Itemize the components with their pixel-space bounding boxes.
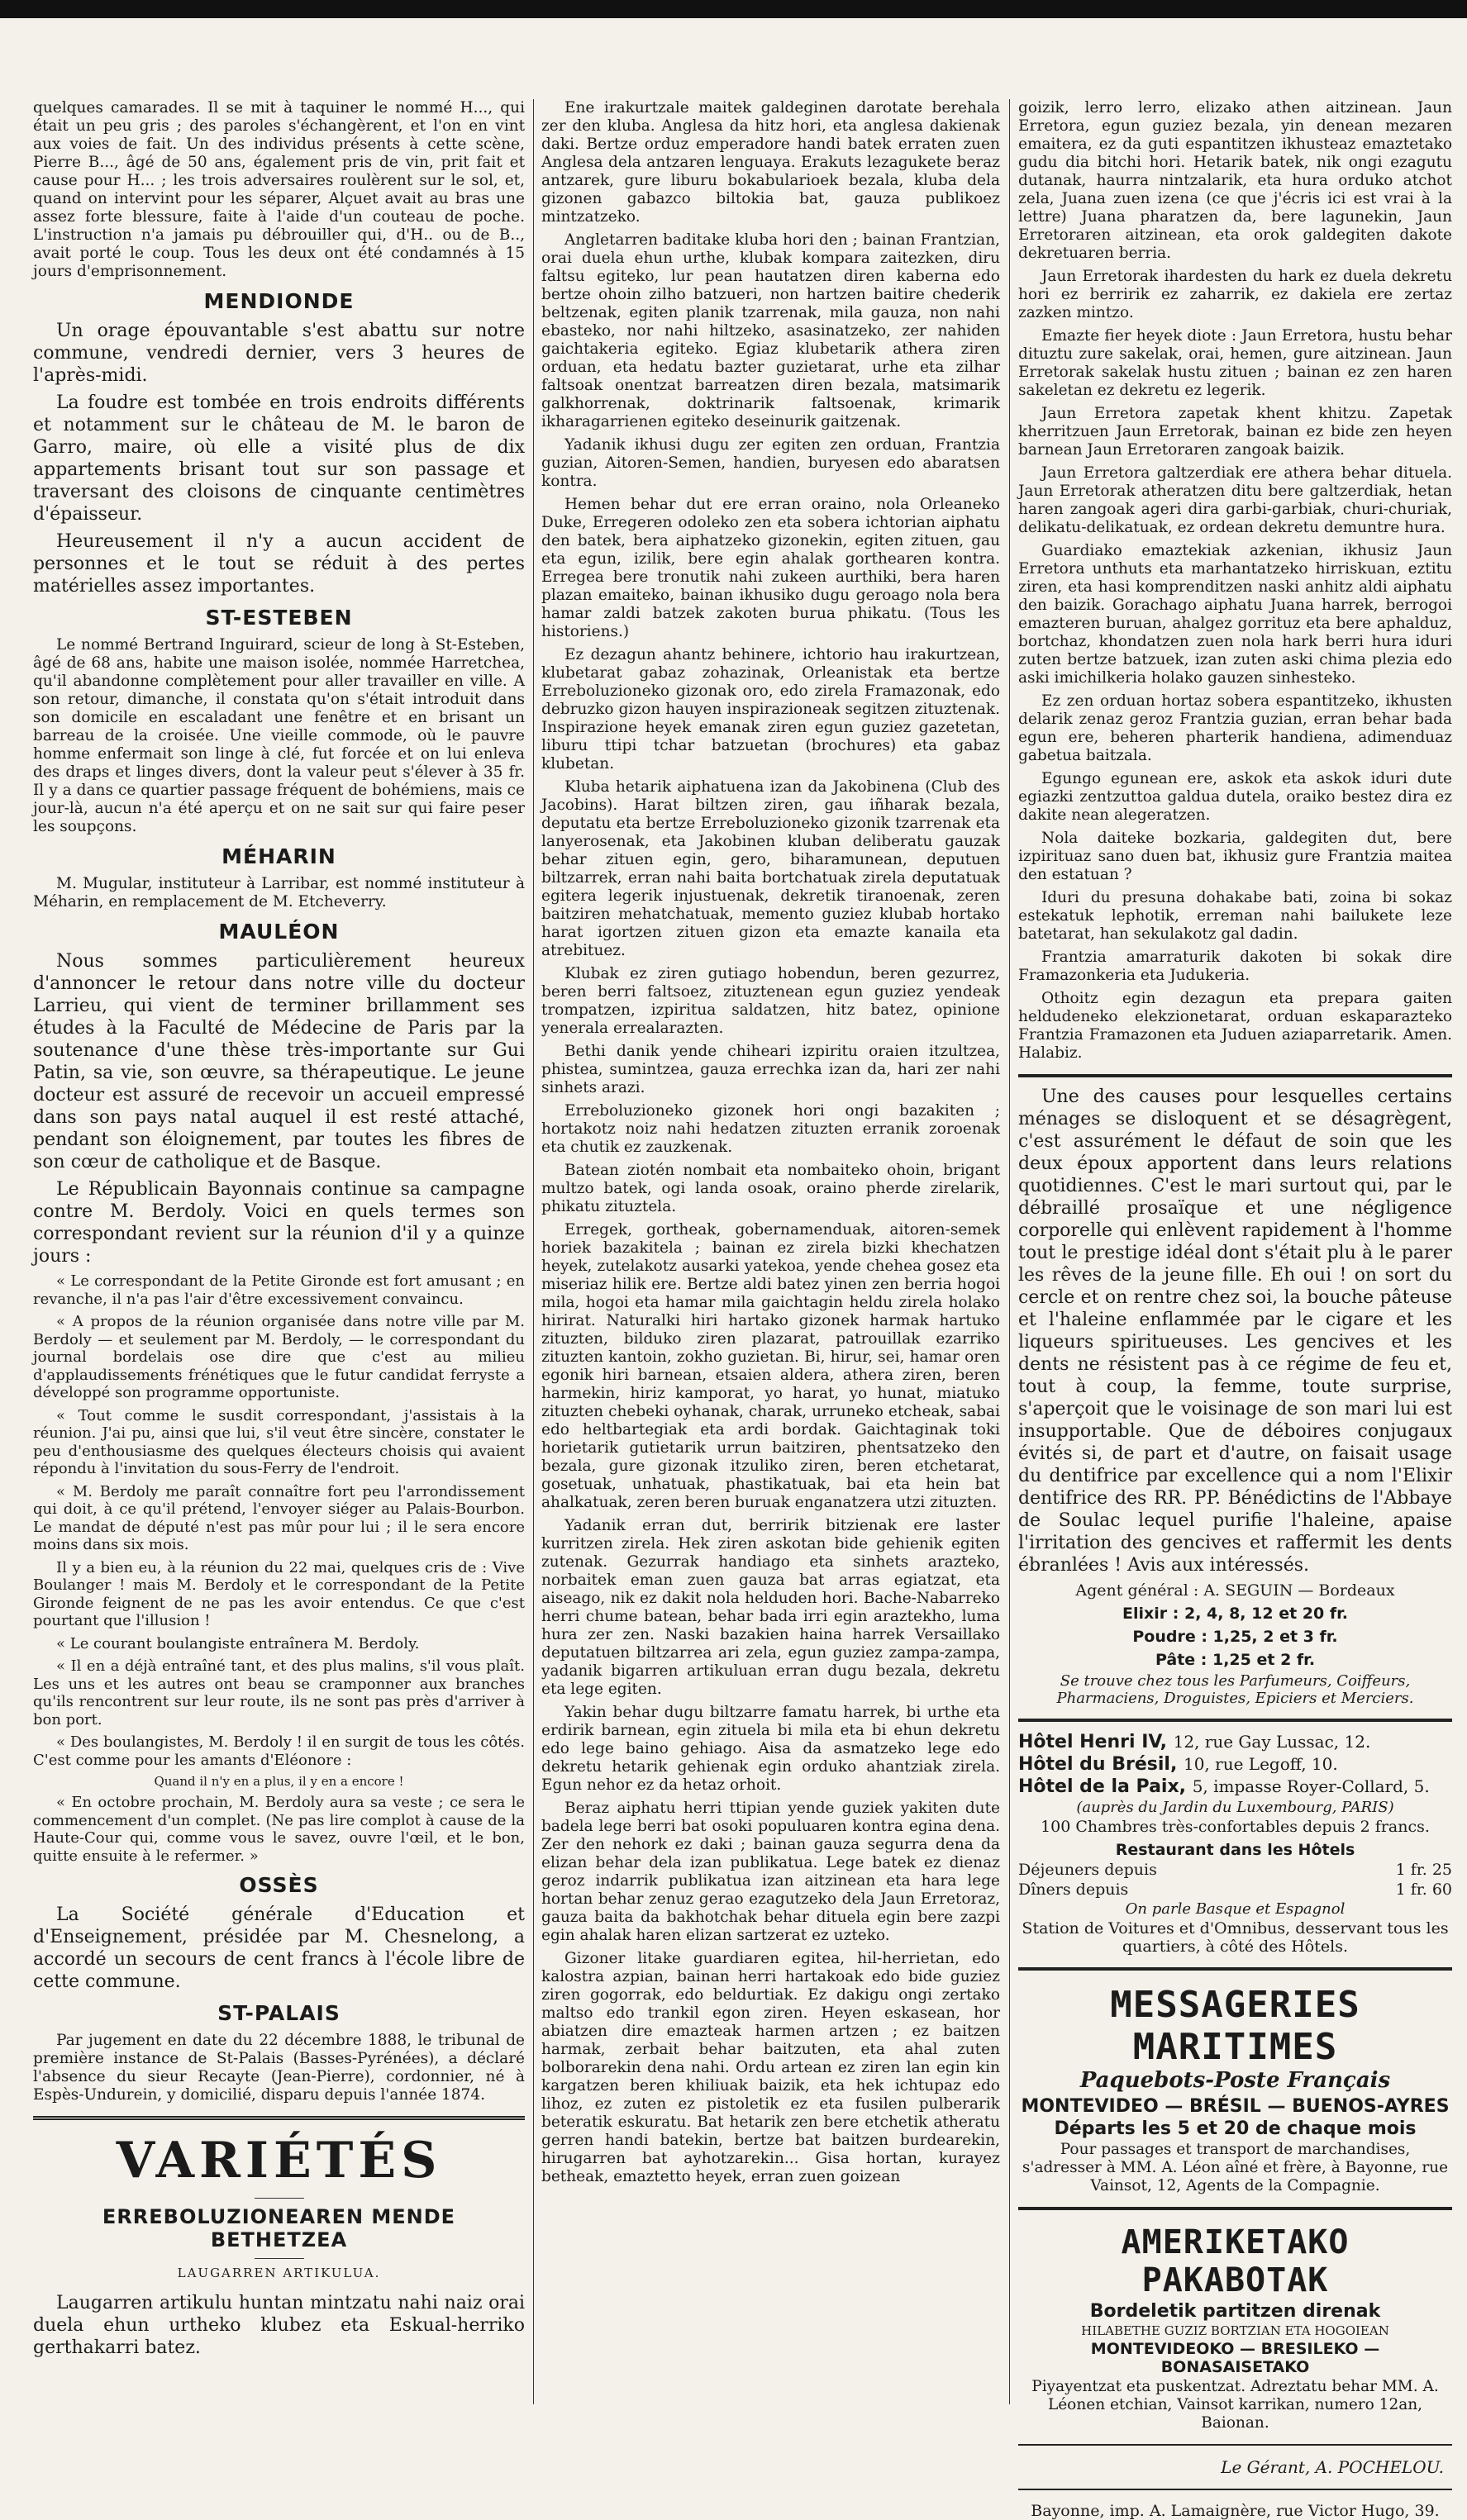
col2-p4: Hemen behar dut ere erran oraino, nola Orleaneko Duke, Erregeren odoleko zen eta sobera ichtorian aiphatu den batek, bera aiphatzeko gizonekin, egiten zituen, gau eta egun, izilik, bere egin ahalak gorthearen kontra. Erregea bere tronutik nahi zukeen aurthiki, bera haren plazan emaiteko, bainan ikhusiko dugu geroago nola bera hamar zaldi batzek zakoten burua phikatu. (Tous les historiens.) bbox=[541, 496, 1000, 640]
short-rule-2 bbox=[255, 2258, 304, 2259]
pakabotak-title: AMERIKETAKO PAKABOTAK bbox=[1121, 2223, 1350, 2299]
col3-p12: Othoitz egin dezagun eta prepara gaiten heldudeneko elekzionetarat, orduan eskaparazteko Frantzia Framazonen eta Juduen aziaparretarik. Amen. Halabiz. bbox=[1018, 990, 1452, 1062]
col2-p6: Kluba hetarik aiphatuena izan da Jakobinena (Club des Jacobins). Harat biltzen ziren, gau iñharak bezala, deputatu eta bertze Erreboluzioneko gizonik tzarrenak eta lanyerosenak, eta Jakobinen kluban deliberatu gauzak behar zituen egin, gero, biharamunean, deputuen biltzarrek, erran nahi baita bortchatuak zirela deputatuak egitera legerik injustuenak, dekretik tiranoenak, zeren baitziren mehatchatuak, memento guziez klubab hortako harat igortzen zituen gizon eta emazte kanaila eta atrebituez. bbox=[541, 778, 1000, 959]
elixir-ad-text: Une des causes pour lesquelles certains ménages se disloquent et se désagrègent, c'est assurément le défaut de soin que les deux époux apportent dans leurs relations quotidiennes. C'est le mari surtout qui, par le débraillé prosaïque et une négligence corporelle qui enlèvent rapidement à l'homme tout le prestige idéal dont s'était plu à le parer les rêves de la jeune fille. Eh oui ! on sort du cercle et on rentre chez soi, la bouche pâteuse et l'haleine enflammée par le cigare et les liqueurs spiritueuses. Les gencives et les dents ne résistent pas à ce régime de feu et, tout à coup, la femme, toute surprise, s'aperçoit que le voisinage de son mari lui est insupportable. Que de déboires conjugaux évités si, de part et d'autre, on faisait usage du dentifrice par excellence qui a nom l'Elixir dentifrice des RR. PP. Bénédictins de l'Abbaye de Soulac lequel purifie l'haleine, apaise l'irritation des gencives et raffermit les dents ébranlées ! Avis aux intéressés. bbox=[1018, 1086, 1452, 1576]
column-rule-2 bbox=[1009, 99, 1010, 2404]
section-title-mauleon: MAULÉON bbox=[218, 920, 340, 944]
hotel-rooms: 100 Chambres très-confortables depuis 2 francs. bbox=[1041, 1818, 1430, 1836]
section-title-st-esteben: ST-ESTEBEN bbox=[205, 606, 353, 630]
dejeuners-row: Déjeuners depuis 1 fr. 25 bbox=[1018, 1861, 1452, 1879]
col3-p8: Egungo egunean ere, askok eta askok iduri dute egiazki zentzuttoa galdua dutela, oraiko bestez dira ez dakite nean alegeratzen. bbox=[1018, 770, 1452, 824]
quote-4: « M. Berdoly me paraît connaître fort peu l'arrondissement qui doit, à ce qu'il prétend, l'envoyer siéger au Palais-Bourbon. Le mandat de député n'est pas mûr pour lui ; il le sera encore moins dans six mois. bbox=[33, 1482, 525, 1553]
pate-prices: Pâte : 1,25 et 2 fr. bbox=[1155, 1651, 1316, 1669]
gerant-line: Le Gérant, A. POCHELOU. bbox=[1221, 2457, 1444, 2477]
quote-6: « Le courant boulangiste entraînera M. Berdoly. bbox=[56, 1634, 420, 1652]
column-1 bbox=[33, 99, 525, 2413]
mendionde-p2: La foudre est tombée en trois endroits différents et notamment sur le château de M. le baron de Garro, maire, où elle a visité plus de dix appartements brisant tout sur son passage et traversant des cloisons de cinquante centimètres d'épaisseur. bbox=[33, 392, 525, 525]
mauleon-p2: Le Républicain Bayonnais continue sa campagne contre M. Berdoly. Voici en quels termes son correspondant revient sur la réunion d'il y a quinze jours : bbox=[33, 1179, 525, 1267]
col2-p2: Angletarren baditake kluba hori den ; bainan Frantzian, orai duela ehun urthe, klubak kompara zaitezken, diru faltsu egiteko, lur pean hautatzen diren kaberna edo bertze ohoin zilho batzueri, non hartzen baitire chederik beltzenak, egiten planik tzarrenak, mila gauza, non nahi ebasteko, nor nahi hiltzeko, asasinatzeko, zer nahiden gaichtakeria egiteko. Egiaz klubetarik athera ziren orduan, eta hedatu bazter guzietarat, urhe eta zilhar faltsoak onentzat barreatzen diren bezala, matsimarik galkhorrenak, doktrinarik faltsoenak, krimarik ikharagarrienen egiteko deseinurik gaitzenak. bbox=[541, 231, 1000, 430]
mendionde-p3: Heureusement il n'y a aucun accident de personnes et le tout se réduit à des pertes matérielles assez importantes. bbox=[33, 531, 525, 597]
footer-rule bbox=[1018, 2444, 1452, 2446]
section-title-osses: OSSÈS bbox=[239, 1873, 319, 1897]
advert-messageries bbox=[1018, 1967, 1452, 2195]
col2-p10: Batean ziotén nombait eta nombaiteko ohoin, brigant multzo batek, ogi landa osoak, oraino pherde zirelarik, phikatu zituztela. bbox=[541, 1162, 1000, 1215]
page-top-bar bbox=[0, 0, 1467, 18]
col2-p11: Erregek, gortheak, gobernamenduak, aitoren-semek horiek bazakitela ; bainan ez zirela bizki khechatzen heyek, zutelakotz ausarki yatekoa, yende chehea gosez eta miseriaz hilik ere. Bertze aldi batez yinen zen berria hogoi mila, hogoi eta hamar mila gaichtagin heldu zirela holako hirirat. Naturalki hiri hartako gizonek harmak hartuko zituzten, bilduko ziren plazarat, patrouillak ezarriko zituzten kantoin, zokho guzietan. Bi, hirur, sei, hamar oren egonik hiri barnean, etsaien aldera, athera ziren, beren harmekin, hiriz kamporat, yo harat, yo hunat, miatuko zituzten chebeki oyhanak, charak, urruneko etcheak, sabai edo heltbartegiak eta ardi bordak. Gaichtaginak toki horietarik gutietarik urrun baitziren, phentsatzeko den bezala, gure gizonak itzuliko ziren, beren etchetarat, gosetuak, unhatuak, phastikatuak, bai eta hein bat ahalkatuak, zeren beren buruak enganatzera utzi zituzten. bbox=[541, 1221, 1000, 1511]
col2-p14: Beraz aiphatu herri ttipian yende guziek yakiten dute badela lege berri bat osoki populuaren kontra egina dena. Zer den nehork ez daki ; bainan gauza segurra dena da elizan behar dela izan publikatua. Lege batek ez dienaz geroz indarrik publikatua izan aitzinean eta hara lege hortan behar zenuz gerao ezagutzeko dela Jaun Erretoraz, gauza baita da bakhotchak behar dituela egin bere zazpi egin ahalak haren elizan sartzerat ez uzteko. bbox=[541, 1800, 1000, 1944]
section-divider bbox=[33, 2116, 525, 2120]
footer-rule-2 bbox=[1018, 2489, 1452, 2490]
pakabotak-text: Piyayentzat eta puskentzat. Adreztatu behar MM. A. Léonen etchian, Vainsot karrikan, numero 12an, Baionan. bbox=[1031, 2378, 1439, 2432]
meharin-p1: M. Mugular, instituteur à Larribar, est nommé instituteur à Méharin, en remplacement de M. Etcheverry. bbox=[33, 875, 525, 911]
varietes-article-label: LAUGARREN ARTIKULUA. bbox=[177, 2266, 381, 2280]
hotel-de-la-paix: Hôtel de la Paix, 5, impasse Royer-Collard, 5. bbox=[1018, 1776, 1430, 1797]
intro-paragraph: quelques camarades. Il se mit à taquiner le nommé H..., qui était un peu gris ; des paroles s'échangèrent, et l'on en vint aux voies de fait. Un des individus présents à cette scène, Pierre B..., âgé de 50 ans, également pris de vin, prit fait et cause pour H... ; les trois adversaires roulèrent sur le sol, et, quand on intervint pour les séparer, Alçuet avait au bras une assez forte blessure, faite à l'aide d'un couteau de poche. L'instruction n'a jamais pu débrouiller qui, d'H.. ou de B.., avait porté le coup. Tous les deux ont été condamnés à 15 jours d'emprisonnement. bbox=[33, 99, 525, 280]
col2-p1: Ene irakurtzale maitek galdeginen darotate berehala zer den kluba. Anglesa da hitz hori, eta anglesa dakienak daki. Bertze orduz emperadore handi batek erraten zuen Anglesa dela antzaren lenguaya. Erakuts lezagukete beraz antzarek, gure liburu bokabularioek bezala, kluba dela gizonen gabazco biltokia bat, gauza publikoez mintzatzeko. bbox=[541, 99, 1000, 226]
mauleon-p1: Nous sommes particulièrement heureux d'annoncer le retour dans notre ville du docteur Larrieu, qui vient de terminer brillamment ses études à la Faculté de Médecine de Paris par la soutenance d'une thèse très-importante sur Gui Patin, sa vie, son œuvre, sa thérapeutique. Le jeune docteur est assuré de recevoir un accueil empressé dans son pays natal auquel il est resté attaché, pendant son éloignement, par toutes les fibres de son cœur de catholique et de Basque. bbox=[33, 951, 525, 1172]
hotel-station: Station de Voitures et d'Omnibus, desservant tous les quartiers, à côté des Hôtels. bbox=[1022, 1919, 1449, 1956]
elixir-stockists: Se trouve chez tous les Parfumeurs, Coiffeurs, Pharmaciens, Droguistes, Epiciers et Merciers. bbox=[1056, 1672, 1414, 1707]
advert-elixir bbox=[1018, 1074, 1452, 1707]
col3-p6: Guardiako emaztekiak azkenian, ikhusiz Jaun Erretora unthuts eta marhantatzeko hirriskuan, eztitu ziren, eta hasi komprenditzen naski anhitz aldi aiphatu den baizik. Gorachago aiphatu Juana harrek, berrogoi emazteren buruan, ahalgez gorrituz eta bere aphalduz, bortchaz, khondatzen zuen nola hark berri hura iduri zuten bertze batzuek, izan zuten aski chima plezia edo aski imichilkeria holako gauzen sinhesteko. bbox=[1018, 542, 1452, 687]
pakabotak-destinations: MONTEVIDEOKO — BRESILEKO — BONASAISETAKO bbox=[1090, 2340, 1380, 2376]
poudre-prices: Poudre : 1,25, 2 et 3 fr. bbox=[1132, 1628, 1338, 1646]
col2-p5: Ez dezagun ahantz behinere, ichtorio hau irakurtzean, klubetarat gabaz zohazinak, Orleanistak eta bertze Erreboluzioneko gizonak oro, edo zirela Framazonak, edo debruzko gizon hauyen inspirazioneak segitzen zituztenak. Inspirazione heyek emanak ziren egun guziez gazetetan, liburu ttipi tchar batzuetan (brochures) eta gabaz klubetan. bbox=[541, 646, 1000, 773]
messageries-contact: Pour passages et transport de marchandises, s'adresser à MM. A. Léon aîné et frère, à Bayonne, rue Vainsot, 12, Agents de la Compagnie. bbox=[1022, 2141, 1449, 2194]
col2-p8: Bethi danik yende chiheari izpiritu oraien itzultzea, phistea, sumintzea, gauza errechka izan da, hari zer nahi sinhets arazi. bbox=[541, 1043, 1000, 1096]
quote-8: « Des boulangistes, M. Berdoly ! il en surgit de tous les côtés. C'est comme pour les amants d'Eléonore : bbox=[33, 1733, 525, 1769]
advert-pakabotak bbox=[1018, 2207, 1452, 2432]
hotel-du-bresil: Hôtel du Brésil, 10, rue Legoff, 10. bbox=[1018, 1754, 1338, 1775]
col3-p9: Nola daiteke bozkaria, galdegiten dut, bere izpirituaz sano duen bat, ikhusiz gure Frantzia maitea den estatuan ? bbox=[1018, 830, 1452, 883]
col3-p1: goizik, lerro lerro, elizako athen aitzinean. Jaun Erretora, egun guziez bezala, yin denean mezaren emaitera, ez da guti espantitzen ikhusteaz emaztetako gudu dia bitchi hori. Hetarik batek, nik ongi ezagutu dutanak, haurra nintzalarik, eta hura orduko atchot zela, Juana zuen izena (ce que j'écris ici est vrai à la lettre) Juana pharatzen da, bere lagunekin, Jaun Erretoraren aitzinean, eta orok galdegiten dakote dekretuaren berria. bbox=[1018, 99, 1452, 262]
varietes-p1: Laugarren artikulu huntan mintzatu nahi naiz orai duela ehun urtheko klubez eta Eskual-herriko gerthakarri batez. bbox=[33, 2293, 525, 2358]
pakabotak-subtitle: Bordeletik partitzen direnak bbox=[1089, 2301, 1381, 2322]
quote-5: Il y a bien eu, à la réunion du 22 mai, quelques cris de : Vive Boulanger ! mais M. Berdoly et le correspondant de la Petite Gironde feignent de ne pas les avoir entendus. Ce que c'est pourtant que l'illusion ! bbox=[33, 1558, 525, 1629]
printer-line: Bayonne, imp. A. Lamaignère, rue Victor Hugo, 39. bbox=[1031, 2502, 1440, 2520]
quote-7: « Il en a déjà entraîné tant, et des plus malins, s'il vous plaît. Les uns et les autres ont beau se cramponner aux branches qu'ils rencontrent sur leur route, ils ne sont pas près d'arriver à bon port. bbox=[33, 1657, 525, 1728]
hotel-location: (auprès du Jardin du Luxembourg, PARIS) bbox=[1076, 1799, 1394, 1816]
messageries-destinations: MONTEVIDEO — BRÉSIL — BUENOS-AYRES bbox=[1021, 2096, 1450, 2117]
mendionde-p1: Un orage épouvantable s'est abattu sur notre commune, vendredi dernier, vers 3 heures de l'après-midi. bbox=[33, 321, 525, 386]
quote-2: « A propos de la réunion organisée dans notre ville par M. Berdoly — et seulement par M. Berdoly, — le correspondant du journal bordelais ose dire que c'est au milieu d'applaudissements frénétiques que le futur candidat ferryste a développé son programme opportuniste. bbox=[33, 1313, 525, 1401]
hotel-henri-iv: Hôtel Henri IV, 12, rue Gay Lussac, 12. bbox=[1018, 1732, 1371, 1752]
osses-p1: La Société générale d'Education et d'Enseignement, présidée par M. Chesnelong, a accordé un secours de cent francs à l'école libre de cette commune. bbox=[33, 1904, 525, 1992]
col3-p11: Frantzia amarraturik dakoten bi sokak dire Framazonkeria eta Judukeria. bbox=[1018, 949, 1452, 984]
section-title-st-palais: ST-PALAIS bbox=[217, 2001, 341, 2025]
col3-p10: Iduri du presuna dohakabe bati, zoina bi sokaz estekatuk lephotik, erreman nahi bailukete leze batetarat, han sekulakotz gal dadin. bbox=[1018, 889, 1452, 943]
messageries-title: MESSAGERIES MARITIMES bbox=[1110, 1984, 1360, 2068]
col3-p7: Ez zen orduan hortaz sobera espantitzeko, ikhusten delarik zenaz geroz Frantzia guzian, erran behar bada egun ere, beheren pharterik handiena, adimenduaz gabetua baitzala. bbox=[1018, 692, 1452, 764]
advert-hotels bbox=[1018, 1719, 1452, 1956]
section-title-meharin: MÉHARIN bbox=[221, 844, 336, 868]
col3-p2: Jaun Erretorak ihardesten du hark ez duela dekretu hori ez berririk ez zaharrik, ez dakiela ere zertaz zazken mintzo. bbox=[1018, 268, 1452, 321]
elixir-prices: Elixir : 2, 4, 8, 12 et 20 fr. bbox=[1122, 1605, 1348, 1623]
col3-p4: Jaun Erretora zapetak khent khitzu. Zapetak kherritzuen Jaun Erretorak, bainan ez bide zen heyen barnean Jaun Erretoraren zangoak baizik. bbox=[1018, 405, 1452, 459]
st-palais-p1: Par jugement en date du 22 décembre 1888, le tribunal de première instance de St-Palais (Basses-Pyrénées), a déclaré l'absence du sieur Recayte (Jean-Pierre), cordonnier, né à Espès-Undurein, y domicilié, disparu depuis l'année 1874. bbox=[33, 2032, 525, 2104]
col2-p12: Yadanik erran dut, berririk bitzienak ere laster kurritzen zirela. Hek ziren askotan bide gehienik egiten zutenak. Gezurrak handiago eta sinhets arazteko, norbaitek eman zuen gauza bat arras egiatzat, eta aiseago, nik ez dakit nola helduden hori. Bache-Nabarreko herri chume batean, behar bada irri egin araztekho, luma hura zer zen. Naski bazakien haina harrek Versaillako deputatuen biltzarrea ari zela, egun guziez zampa-zampa, yadanik bigarren artikuluan erran dugu bezala, dekretu eta lege egiten. bbox=[541, 1517, 1000, 1698]
quote-1: « Le correspondant de la Petite Gironde est fort amusant ; en revanche, il n'a pas l'air d'être excessivement convaincu. bbox=[33, 1272, 525, 1308]
quote-3: « Tout comme le susdit correspondant, j'assistais à la réunion. J'ai pu, ainsi que lui, s'il veut être sincère, constater le peu d'enthousiasme des quelques électeurs choisis qui avaient répondu à l'invitation du sous-Ferry de l'endroit. bbox=[33, 1406, 525, 1477]
messageries-subtitle: Paquebots-Poste Français bbox=[1079, 2068, 1391, 2093]
col3-p5: Jaun Erretora galtzerdiak ere athera behar dituela. Jaun Erretorak atheratzen ditu bere galtzerdiak, hetan haren zangoak ageri dira garbi-garbiak, churi-churiak, delikatu-delikatuak, ez ordean dekretu demuntre hura. bbox=[1018, 464, 1452, 536]
messageries-departures: Départs les 5 et 20 de chaque mois bbox=[1054, 2118, 1417, 2139]
varietes-title: VARIÉTÉS bbox=[116, 2132, 442, 2190]
quote-9: Quand il n'y en a plus, il y en a encore ! bbox=[154, 1774, 404, 1789]
short-rule bbox=[255, 2198, 304, 2199]
hotel-languages: On parle Basque et Espagnol bbox=[1125, 1900, 1346, 1918]
col2-p13: Yakin behar dugu biltzarre famatu harrek, bi urthe eta erdirik barnean, egin zituela bi mila eta bi ehun dekretu edo lege baino gehiago. Aisa da asmatzeko lege edo dekretu hetarik gehienak egin orduko ahantziak zirela. Egun nehor ez da hetaz orhoit. bbox=[541, 1704, 1000, 1794]
hotel-restaurant: Restaurant dans les Hôtels bbox=[1115, 1841, 1355, 1859]
quote-10: « En octobre prochain, M. Berdoly aura sa veste ; ce sera le commencement d'un complet. (Ne pas lire complot à cause de la Haute-Cour qui, comme vous le savez, ouvre l'œil, et le bon, quitte ensuite à le refermer. » bbox=[33, 1794, 525, 1865]
col2-p3: Yadanik ikhusi dugu zer egiten zen orduan, Frantzia guzian, Aitoren-Semen, handien, buryesen edo abaratsen kontra. bbox=[541, 436, 1000, 490]
st-esteben-p1: Le nommé Bertrand Inguirard, scieur de long à St-Esteben, âgé de 68 ans, habite une maison isolée, nommée Harretchea, qu'il abandonne complètement pour aller travailler en ville. A son retour, dimanche, il constata qu'on s'était introduit dans son domicile en escaladant une fenêtre et en brisant un barreau de la croisée. Une vieille commode, où le pauvre homme enfermait son linge à clé, fut forcée et on lui enleva des draps et linges divers, dont la valeur peut s'élever à 35 fr. Il y a dans ce quartier passage fréquent de bohémiens, mais ce jour-là, aucun n'a été aperçu et on ne sait sur qui faire peser les soupçons. bbox=[33, 636, 525, 835]
col2-p9: Erreboluzioneko gizonek hori ongi bazakiten ; hortakotz noiz nahi hedatzen zituzten erranik zoroenak eta chutik ez zauzkenak. bbox=[541, 1102, 1000, 1156]
col2-p7: Klubak ez ziren gutiago hobendun, beren gezurrez, beren berri faltsoez, zituztenean egun guziez yendeak trompatzen, izpiritua saldatzen, hitz batez, opinione yenerala errealarazten. bbox=[541, 965, 1000, 1037]
elixir-agent: Agent général : A. SEGUIN — Bordeaux bbox=[1075, 1581, 1395, 1600]
col2-p15: Gizoner litake guardiaren egitea, hil-herrietan, edo kalostra azpian, bainan herri hartakoak edo bide guziez ziren gogorrak, edo beldurtiak. Ez dakigu ongi zertako maltso edo trankil egon ziren. Heyen eskasean, hor abiatzen dire emazteak harmen artzen ; ez baitzen harmak, zerbait behar baitzuten, eta ahal zuten bolborarekin dena nahi. Ordu artean ez ziren lan egin kin kargatzen beren khiliuak baizik, eta hek ichtupaz edo lihoz, ez zuten ez pistoletik ez eta fusilen pulberarik beteratik eskuratu. Bat hetarik zen bere etchetik atheratu gerren handi batekin, bertze bat baitzen burdearekin, hirugarren bat ayhotzarekin... Gisa hortan, kurayez betheak, emaztetto heyek, erran zuen goizean bbox=[541, 1950, 1000, 2185]
column-2 bbox=[541, 99, 1000, 2413]
section-title-mendionde: MENDIONDE bbox=[203, 289, 355, 313]
column-rule-1 bbox=[533, 99, 534, 2404]
pakabotak-days: HILABETHE GUZIZ BORTZIAN ETA HOGOIEAN bbox=[1081, 2323, 1389, 2338]
varietes-subtitle: ERREBOLUZIONEAREN MENDE BETHETZEA bbox=[102, 2205, 456, 2251]
diners-row: Dîners depuis 1 fr. 60 bbox=[1018, 1880, 1452, 1899]
column-3 bbox=[1018, 99, 1452, 2520]
col3-p3: Emazte fier heyek diote : Jaun Erretora, hustu behar dituztu zure sakelak, orai, hemen, gure aitzinean. Jaun Erretorak sakelak hustu zituen ; bainan ez zen haren sakeletan ez dekretu ez legerik. bbox=[1018, 327, 1452, 399]
